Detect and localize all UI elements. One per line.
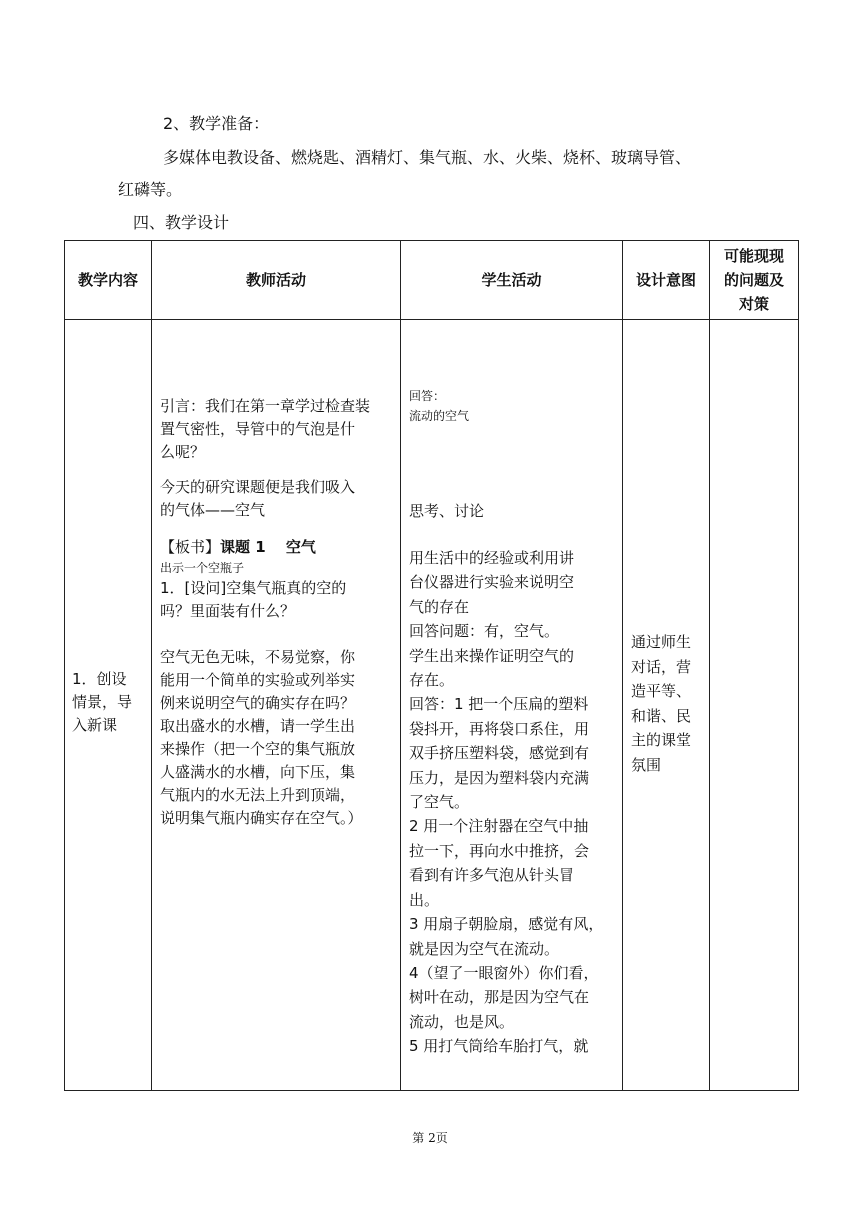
cell-student-activity: [401, 320, 623, 1091]
cell-teacher-activity: [152, 320, 401, 1091]
header-content: 教学内容: [65, 241, 152, 320]
board-writing: 【板书】课题 1 空气: [160, 538, 316, 556]
content-text: 1．创设 情景，导 入新课: [72, 670, 133, 734]
teaching-prep-text: 多媒体电教设备、燃烧匙、酒精灯、集气瓶、水、火柴、烧杯、玻璃导管、: [163, 148, 692, 167]
table-header-row: [65, 241, 799, 320]
teaching-prep-heading: 2、教学准备：: [163, 114, 270, 133]
teaching-design-heading: 四、教学设计: [133, 213, 230, 232]
student-answer: 回答： 流动的空气: [409, 389, 470, 423]
header-problems: 可能现现的问题及对策: [710, 241, 799, 320]
header-design-intent: 设计意图: [623, 241, 710, 320]
teacher-experiment: 空气无色无味，不易觉察，你 能用一个简单的实验或列举实 例来说明空气的确实存在吗？ 取出盛水的水槽，请一学生出 来操作（把一个空的集气瓶放 人盛满水的水槽，向下压，集 气瓶内的水无法上升到顶端， 说明集气瓶内确实存在空气。）: [160, 648, 363, 827]
teacher-question: 1．[设问]空集气瓶真的空的 吗？里面装有什么？: [160, 579, 347, 620]
cell-content: [65, 320, 152, 1091]
header-teacher-activity: 教师活动: [152, 241, 401, 320]
page-number: 第 2页: [412, 1131, 448, 1145]
cell-problems: [710, 320, 799, 1091]
student-think: 思考、讨论: [409, 502, 485, 520]
header-student-activity: 学生活动: [401, 241, 623, 320]
table-row: [65, 320, 799, 1091]
cell-design-intent: [623, 320, 710, 1091]
teacher-topic: 今天的研究课题便是我们吸入 的气体——空气: [160, 478, 356, 519]
teacher-intro: 引言：我们在第一章学过检查装 置气密性，导管中的气泡是什 么呢？: [160, 397, 371, 461]
student-activity-list: 用生活中的经验或利用讲 台仪器进行实验来说明空 气的存在 回答问题：有，空气。 学生出来操作证明空气的 存在。 回答：1 把一个压扁的塑料 袋抖开，再将袋口系住，用 双手挤压塑料袋，感觉到有 压力，是因为塑料袋内充满 了空气。 2 用一个注射器在空气中抽 拉一下，再向水中推挤，会 看到有许多气泡从针头冒 出。 3 用扇子朝脸扇，感觉有风， 就是因为空气在流动。 4（望了一眼窗外）你们看， 树叶在动，那是因为空气在 流动，也是风。 5 用打气筒给车胎打气，就: [409, 549, 604, 1056]
design-intent-text: 通过师生 对话，营 造平等、 和谐、民 主的课堂 氛围: [631, 633, 692, 774]
teaching-prep-text-cont: 红磷等。: [118, 180, 183, 199]
show-bottle-note: 出示一个空瓶子: [160, 561, 245, 575]
teaching-design-table: [64, 240, 799, 1091]
